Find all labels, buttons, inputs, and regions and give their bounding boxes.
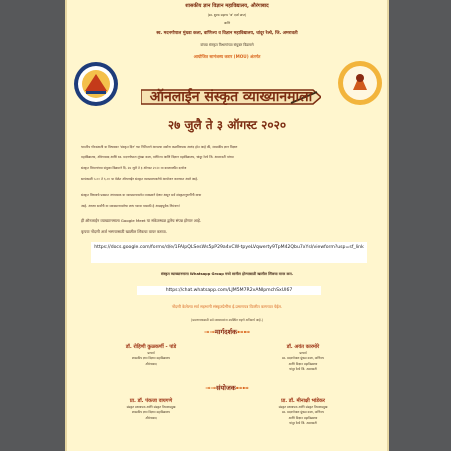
body-line-7: ही ऑनलाईन व्याख्यानमाला Google Meet या संकेतस्थळ द्वारेच संपन्न होणार आहे. [81, 218, 202, 223]
coordinator-left [81, 397, 221, 421]
coordinator-left-name: प्रा. डॉ. पंकजा वायगणे [129, 398, 173, 404]
guide-left-name: डॉ. रोहिणी कुळकर्णी - पांडे [125, 344, 177, 350]
coordinator-left-role-1: संस्कृत प्राध्यापक आणि संस्कृत विभागप्रमुख [126, 405, 176, 409]
college-logo-right [337, 60, 383, 106]
guide-right-role-4: चांदूर रेल्वे जि. अमरावती [289, 366, 317, 371]
coordinator-left-role-2: शासकीय ज्ञान विज्ञान महाविद्यालय [132, 410, 170, 415]
coordinator-right-role-2: स्व. मदनगोपाल मुंधडा कला, वाणिज्य [282, 410, 324, 415]
guide-right [233, 343, 373, 372]
certificate-note: नोंदणी केलेल्या सर्व सहभागी संस्कृतप्रेमींना ई-प्रमाणपत्र वितरीत करण्यात येईल. [171, 304, 283, 309]
coordinator-right-name: प्रा. डॉ. मीनाक्षी भांडेकर [281, 398, 325, 404]
title-banner [141, 86, 321, 108]
guide-right-role-3: आणि विज्ञान महाविद्यालय [288, 361, 318, 366]
college-name-2: स्व. मदनगोपाल मुंधडा कला, वाणिज्य व विज्ञान महाविद्यालय, चांदूर रेल्वे, जि. अमरावती [156, 31, 298, 36]
guide-right-name: डॉ. अयंत कारमोरे [286, 344, 320, 350]
body-line-6: आहे. आपण सर्वांनी या व्याख्यानमालेचा लाभ घ्यावा यासाठी हे आग्रहपूर्वक निमंत्रण! [81, 204, 180, 208]
certificate-requirement: (प्रमाणपत्रासाठी सर्व व्याख्यानांना उपस्थित राहणे अनिवार्य आहे.) [191, 318, 263, 322]
college-name-1: शासकीय ज्ञान विज्ञान महाविद्यालय, औरंगाबाद [185, 3, 269, 9]
body-line-1: भारतीय गौरवशाली या विषयावर 'संस्कृत दिन' च्या निमित्ताने आपल्या सर्वांना कळविण्यास आनंद होत आहे की, शासकीय ज्ञान विज्ञान [81, 145, 238, 149]
body-line-8: कृपया नोंदणी अर्ज भरण्यासाठी खालील लिंकचा वापर करावा. [81, 229, 167, 234]
college-subtitle-1: (स्व. शुल्क सहाय्य 'अ' दर्जा प्राप्त) [207, 13, 247, 17]
mou-note: आयोजित सामंजस्य करार (MOU) अंतर्गत [193, 54, 261, 59]
coordinator-label: संयोजक [216, 384, 236, 392]
poster [65, 0, 389, 451]
guidance-heading: ⊸⊸मार्गदर्शक⊷⊷ [204, 328, 250, 336]
dept-joint-note: यांच्या संस्कृत विभागांच्या संयुक्त विद्यमाने [200, 43, 254, 47]
body-line-5: संस्कृत विषयाचे प्रख्यात अभ्यासक या व्याख्यानमालेत व्याख्याने देणार असून सर्व संस्कृतानुरागींनी याचा [81, 193, 202, 197]
guide-right-role-2: स्व. मदनगोपाल मुंधडा कला, वाणिज्य [282, 356, 324, 361]
whatsapp-group-link[interactable]: https://chat.whatsapp.com/LJM5M7R2vANIpmchSxUI67 [137, 286, 321, 295]
body-line-3: संस्कृत विभागांच्या संयुक्त विद्यमाने दि. २७ जुलै ते ३ ऑगस्ट २०२० या कालावधीत दररोज [81, 166, 187, 170]
guide-right-role-1: प्राचार्य [299, 351, 307, 355]
coordinator-right-role-3: आणि विज्ञान महाविद्यालय [288, 415, 318, 420]
whatsapp-note: संस्कृत व्याख्यानमाला Whatsapp Group मध्ये सामील होण्यासाठी खालील लिंकचा वापर करा. [160, 272, 294, 276]
guide-left-role-1: प्राचार्य [147, 351, 155, 355]
guidance-label: मार्गदर्शक [214, 328, 237, 336]
coordinator-right-role-4: चांदूर रेल्वे जि. अमरावती [289, 420, 317, 425]
body-line-4: सायंकाळी ५.०० ते ६.०० या वेळेत ऑनलाईन संस्कृत व्याख्यानमालेचे आयोजन करण्यात आले आहे. [81, 177, 199, 181]
coordinator-left-role-3: औरंगाबाद [145, 415, 157, 420]
coordinator-right [233, 397, 373, 426]
coordinator-right-role-1: संस्कृत प्राध्यापक आणि संस्कृत विभागप्रमुख [278, 405, 328, 409]
conjunction: आणि [223, 21, 231, 25]
banner-title: ऑनलाईन संस्कृत व्याख्यानमाला [149, 89, 313, 105]
guide-left-role-3: औरंगाबाद [145, 361, 157, 366]
event-dates: २७ जुलै ते ३ ऑगस्ट २०२० [167, 118, 287, 132]
guide-left [81, 343, 221, 367]
registration-form-link[interactable]: https://docs.google.com/forms/d/e/1FAIpQLSesWs5pP29a4vCW-tpyeLVqwerty9TpM42Qbu7xYsl/viewform?usp=sf_link [91, 242, 367, 263]
coordinator-heading: ⊸⊸संयोजक⊷⊷ [205, 384, 249, 392]
college-logo-left [73, 61, 119, 107]
body-line-2: महाविद्यालय, औरंगाबाद आणि स्व. मदनगोपाल मुंधडा कला, वाणिज्य आणि विज्ञान महाविद्यालय, चांदूर रेल्वे जि. अमरावती यांच्या [81, 155, 234, 159]
guide-left-role-2: शासकीय ज्ञान विज्ञान महाविद्यालय [132, 356, 170, 361]
